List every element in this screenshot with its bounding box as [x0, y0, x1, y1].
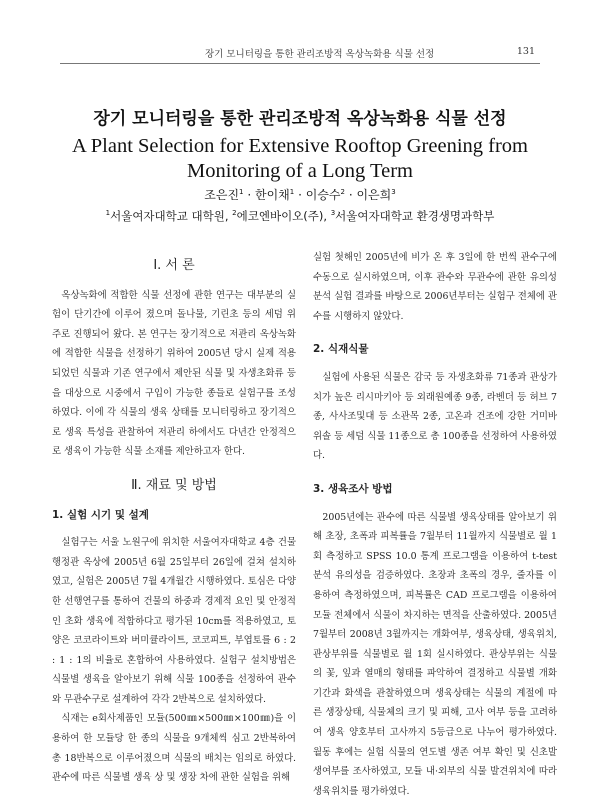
affiliation-list: $^1$서울여자대학교 대학원, $^2$에코엔바이오(주), $^3$서울여자대학교 환경생명과학부: [105, 209, 495, 223]
subsection-heading-plants: 2. 식재식물: [313, 343, 369, 356]
continued-paragraph: 실험 첫해인 2005년에 비가 온 후 3일에 한 번씩 관수구에 수동으로 실시하였으며, 이후 관수와 무관수에 관한 유의성 분석 실험 결과를 바탕으로 2006년부터는 실험구 전체에 관수를 시행하지 않았다.: [313, 252, 557, 322]
author-name: 한이채: [255, 188, 290, 202]
affiliation-mark: 2: [232, 209, 237, 218]
author-affil-mark: 3: [391, 188, 396, 196]
right-column: [313, 248, 557, 801]
author-affil-mark: 1: [239, 188, 244, 196]
author-name: 이승수: [305, 188, 341, 202]
running-title: 장기 모니터링을 통한 관리조방적 옥상녹화용 식물 선정: [205, 49, 435, 60]
author-list: 조은진$^1$ · 한이채$^1$ · 이승수$^2$ · 이은희$^3$: [204, 188, 396, 202]
section-heading-introduction: Ⅰ. 서 론: [153, 258, 195, 273]
page-number: 131: [516, 46, 535, 57]
affiliation-name: 에코엔바이오(주): [236, 209, 324, 223]
affiliation-mark: 1: [105, 209, 111, 218]
planting-paragraph: 식재는 e회사제품인 모듈(500㎜×500㎜×100㎜)을 이용하여 한 모듈당 한 종의 식물을 9개체씩 심고 2반복하여 총 18반복으로 이루어졌으며 식물의 배치는 임의로 하였다. 관수에 따른 식물별 생육 상 및 생장 차에 관한 실험을 위해: [52, 713, 296, 784]
design-paragraph: 실험구는 서울 노원구에 위치한 서울여자대학교 4층 건물 행정관 옥상에 2005년 6월 25일부터 26일에 걸쳐 설치하였고, 실험은 2005년 7월 4개월간 시행하였다. 토심은 다양한 선행연구를 통하여 건물의 하중과 경제적 요인 및 안정적인 초화 생육에 적합하다고 평가된 10cm를 적용하였고, 토양은 코코라이트와 버미큘라이트, 코코피트, 부엽토를 6 : 2 : 1 : 1의 비율로 혼합하여 사용하였다. 실험구 설치방법은 식물별 생육을 알아보기 위해 식물 100종을 선정하여 관수와 무관수구로 설계하여 각각 2반복으로 설치하였다.: [52, 537, 296, 705]
affiliation-name: 서울여자대학교 대학원: [110, 209, 225, 223]
subsection-heading-design: 1. 실험 시기 및 설계: [52, 508, 149, 521]
survey-paragraph: 2005년에는 관수에 따른 식물별 생육상태를 알아보기 위해 초장, 초폭과 피복률을 7월부터 11월까지 식물별로 월 1회 측정하고 SPSS 10.0 통계 프로그램을 이용하여 t-test 분석 유의성을 검증하였다. 초장과 초폭의 경우, 줄자를 이용하여 측정하였으며, 피복률은 CAD 프로그램을 이용하여 모듈 전체에서 식물이 차지하는 면적을 산출하였다. 2005년 7월부터 2008년 3월까지는 개화여부, 생육상태, 생육위치, 관상부위를 식물별로 월 1회 실시하였다. 관상부위는 식물의 꽃, 잎과 열매의 형태를 파악하여 결정하고 식물별 개화기간과 화색을 관찰하였으며 생육상태는 식물의 계절에 따른 생장상태, 식물체의 크기 및 피해, 고사 여부 등을 고려하여 생육 양호부터 고사까지 5등급으로 나누어 평가하였다. 월동 후에는 실험 식물의 연도별 생존 여부 확인 및 신초발생여부를 조사하였고, 모듈 내·외부의 식물 발견위치에 따라 생육위치를 평가하였다.: [313, 511, 557, 797]
paper-title-english: A Plant Selection for Extensive Rooftop Greening from Monitoring of a Long Term: [71, 135, 529, 182]
affiliation-name: 서울여자대학교 환경생명과학부: [335, 209, 495, 223]
left-column: [52, 248, 296, 788]
header-divider: [60, 63, 540, 64]
author-name: 조은진: [204, 188, 240, 202]
author-affil-mark: 2: [340, 188, 345, 196]
author-name: 이은희: [356, 188, 392, 202]
affiliation-mark: 3: [330, 209, 336, 218]
subsection-heading-survey: 3. 생육조사 방법: [313, 482, 393, 495]
introduction-paragraph: 옥상녹화에 적합한 식물 선정에 관한 연구는 대부분의 실험이 단기간에 이루어 졌으며 돌나물, 기린초 등의 세덤 위주로 진행되어 왔다. 본 연구는 장기적으로 저관리 옥상녹화에 적합한 식물을 선정하기 위하여 2005년 당시 실제 적용되었던 식물과 기존 연구에서 제안된 식물 및 자생초화류 등을 대상으로 시중에서 구입이 가능한 종들로 실험구를 조성하였다. 이에 각 식물의 생육 상태를 모니터링하고 장기적으로 생육 특성을 관찰하여 저관리 하에서도 다년간 안정적으로 생육이 가능한 식물 소재를 제안하고자 한다.: [52, 289, 296, 458]
paper-title-korean: 장기 모니터링을 통한 관리조방적 옥상녹화용 식물 선정: [93, 109, 507, 129]
plants-paragraph: 실험에 사용된 식물은 감국 등 자생초화류 71종과 관상가치가 높은 리시마키아 등 외래원예종 9종, 라벤더 등 허브 7종, 사사조및대 등 소관목 2종, 고온과 건조에 강한 거미바위솔 등 세덤 식물 11종으로 총 100종을 선정하여 사용하였다.: [313, 371, 557, 462]
author-affil-mark: 1: [289, 188, 295, 196]
section-heading-methods: Ⅱ. 재료 및 방법: [131, 477, 217, 493]
